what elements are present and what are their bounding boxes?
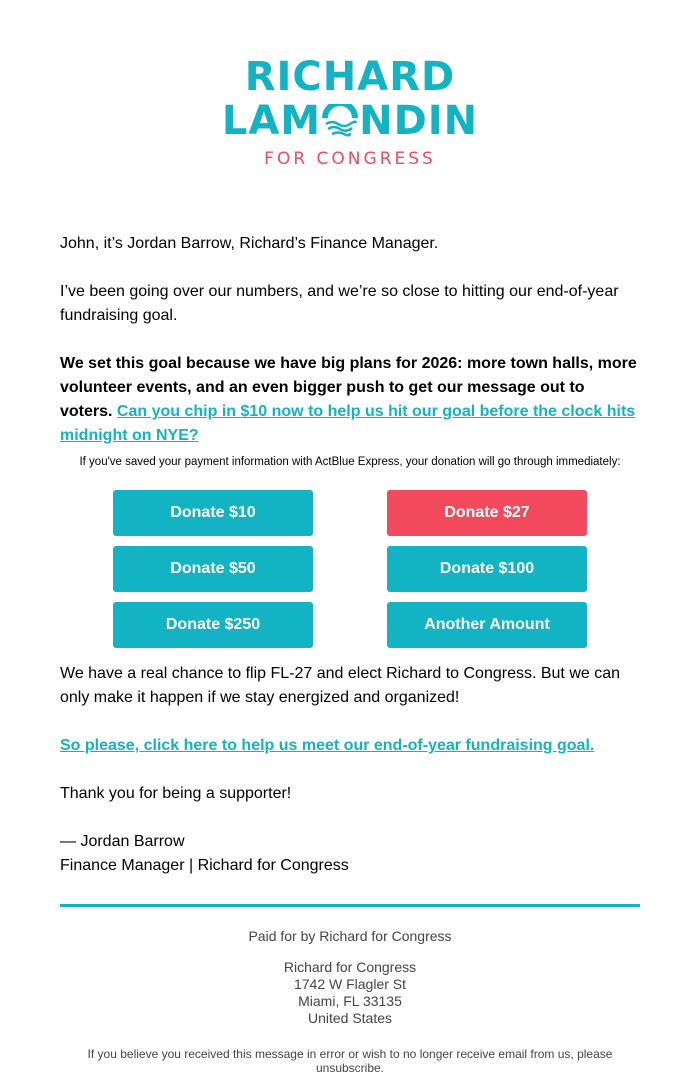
footer-divider — [60, 904, 640, 907]
logo-first-name: RICHARD — [244, 54, 456, 100]
signature-title: Finance Manager | Richard for Congress — [60, 857, 349, 874]
unsubscribe-notice[interactable]: If you believe you received this message in error or wish to no longer receive email from us, please unsubscribe. — [87, 1047, 613, 1075]
footer-street: 1742 W Flagler St — [293, 976, 407, 992]
logo-last-name-left: LAM — [221, 98, 322, 144]
thanks-text: Thank you for being a supporter! — [60, 785, 292, 802]
donate-250-button[interactable]: Donate $250 — [113, 602, 313, 648]
actblue-note: If you've saved your payment information with ActBlue Express, your donation will go through immediately: — [79, 456, 621, 468]
wave-o-icon — [322, 104, 358, 138]
signature — [60, 830, 640, 878]
donate-50-button[interactable]: Donate $50 — [113, 546, 313, 592]
paragraph-link — [60, 734, 640, 758]
paragraph-numbers: I’ve been going over our numbers, and we’re so close to hitting our end-of-year fundraising goal. — [60, 283, 619, 324]
campaign-logo — [0, 55, 700, 169]
paragraph-goal — [60, 352, 640, 448]
footer-city: Miami, FL 33135 — [298, 993, 402, 1009]
greeting: John, it’s Jordan Barrow, Richard’s Finance Manager. — [60, 235, 439, 252]
signature-name: — Jordan Barrow — [60, 833, 185, 850]
footer-country: United States — [307, 1010, 393, 1026]
donate-100-button[interactable]: Donate $100 — [387, 546, 587, 592]
another-amount-button[interactable]: Another Amount — [387, 602, 587, 648]
paragraph-flip: We have a real chance to flip FL-27 and elect Richard to Congress. But we can only make it happen if we stay energized and organized! — [60, 665, 621, 706]
logo-tagline: FOR CONGRESS — [264, 149, 436, 169]
donate-27-button[interactable]: Donate $27 — [387, 490, 587, 536]
goal-bold-text: We set this goal because we have big plans for 2026: more town halls, more volunteer events, and an even bigger push to get our message out to voters. — [60, 355, 637, 420]
logo-last-name-right: NDIN — [359, 98, 479, 144]
chip-in-link[interactable]: Can you chip in $10 now to help us hit our goal before the clock hits midnight on NYE? — [60, 403, 636, 444]
footer-org: Richard for Congress — [283, 959, 417, 975]
email-body — [60, 232, 640, 448]
email-footer — [0, 928, 700, 1075]
logo-last-name — [0, 99, 700, 143]
fundraising-goal-link[interactable]: So please, click here to help us meet our end-of-year fundraising goal. — [60, 737, 595, 754]
paid-for-disclaimer: Paid for by Richard for Congress — [248, 928, 452, 944]
email-closing — [60, 662, 640, 902]
donate-10-button[interactable]: Donate $10 — [113, 490, 313, 536]
